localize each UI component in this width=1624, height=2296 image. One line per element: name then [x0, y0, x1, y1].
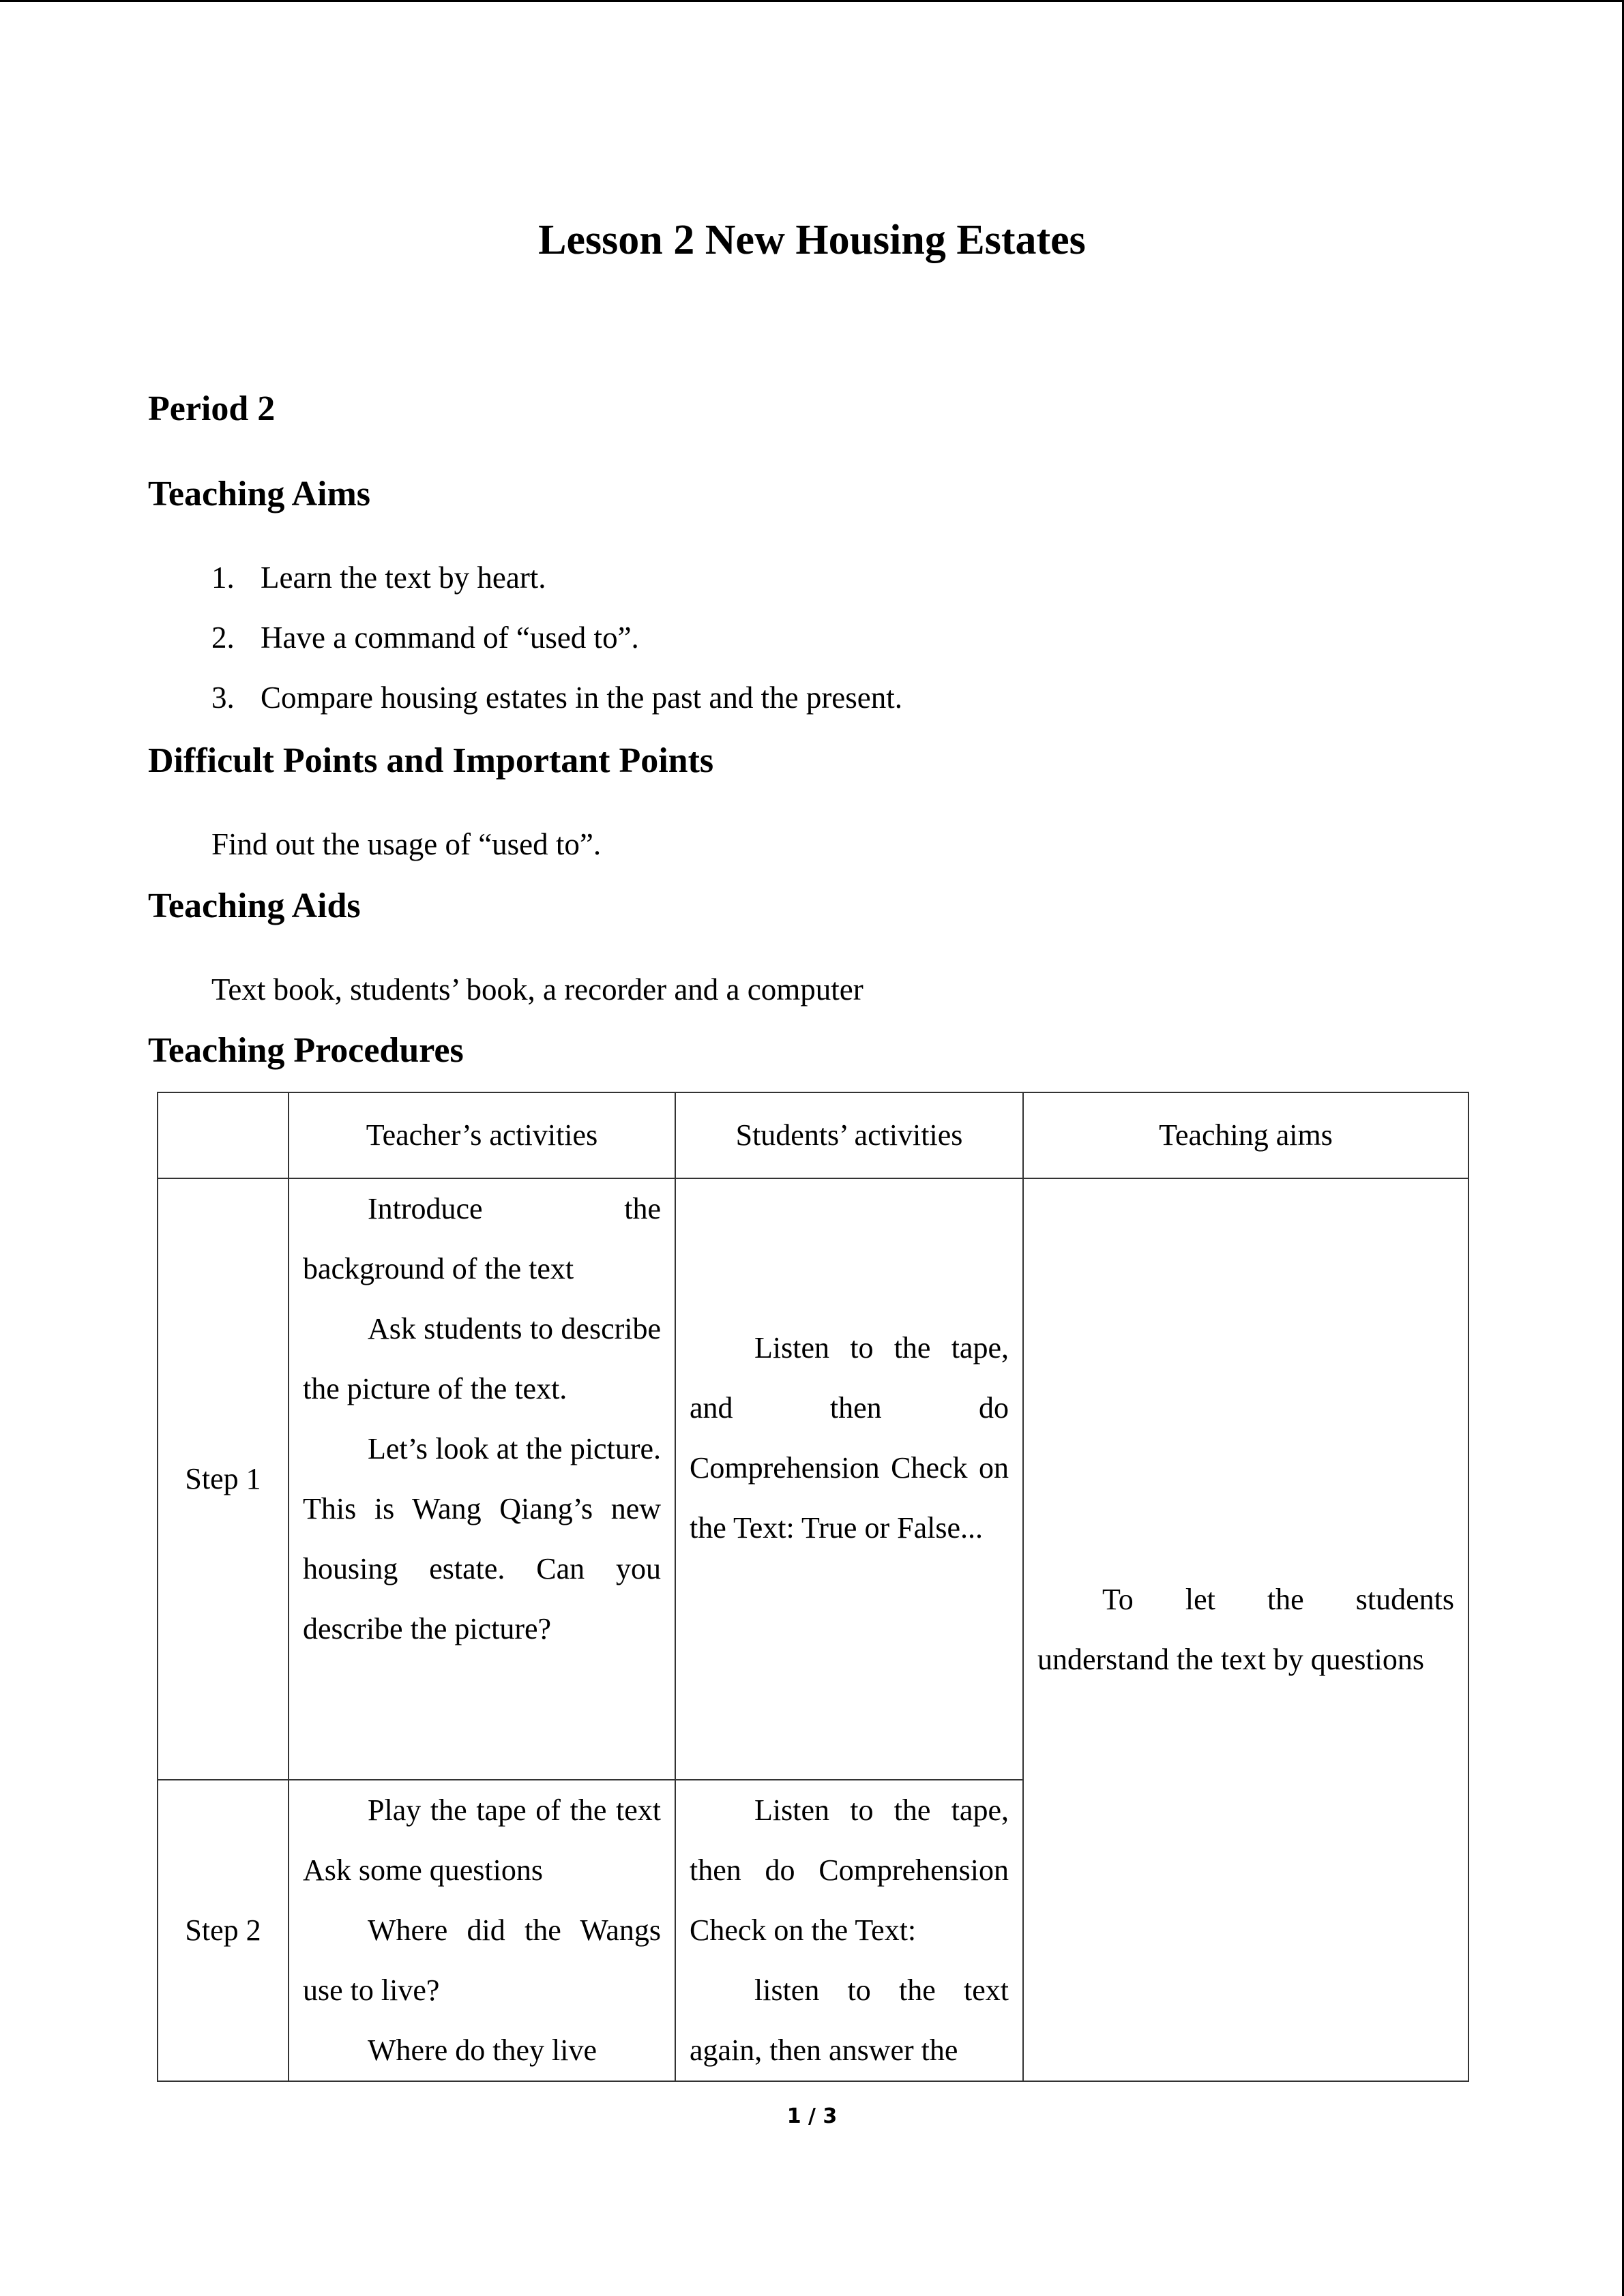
cell-paragraph: Play the tape of the text Ask some questions — [303, 1793, 661, 1887]
cell-paragraph: To let the students understand the text by questions — [1037, 1583, 1454, 1676]
period-heading: Period 2 — [148, 389, 276, 428]
teacher-activities-cell — [289, 1178, 675, 1780]
table-row — [158, 1178, 1468, 1780]
list-number: 1. — [211, 561, 235, 595]
list-text: Compare housing estates in the past and the present. — [261, 681, 903, 715]
table-header-row — [158, 1092, 1468, 1178]
teaching-procedures-heading: Teaching Procedures — [148, 1031, 464, 1070]
page-top-border — [0, 0, 1624, 2]
cell-paragraph: listen to the text again, then answer the — [690, 1973, 1009, 2067]
teaching-aids-text: Text book, students’ book, a recorder and a computer — [211, 972, 863, 1007]
header-cell-empty — [158, 1092, 289, 1178]
students-activities-cell — [675, 1178, 1023, 1780]
difficult-points-heading: Difficult Points and Important Points — [148, 741, 714, 780]
step-label: Step 2 — [158, 1780, 289, 2081]
list-number: 2. — [211, 621, 235, 655]
teaching-aims-cell — [1023, 1178, 1468, 2081]
list-text: Have a command of “used to”. — [261, 621, 639, 655]
page-number: 1 / 3 — [786, 2104, 838, 2128]
header-students-activities: Students’ activities — [675, 1092, 1023, 1178]
cell-paragraph: Listen to the tape, then do Comprehension Check on the Text: — [690, 1793, 1009, 1947]
teaching-aims-heading: Teaching Aims — [148, 475, 371, 513]
aims-list-item — [211, 617, 639, 658]
aims-list-item — [211, 677, 902, 718]
header-teaching-aims: Teaching aims — [1023, 1092, 1468, 1178]
cell-paragraph: Listen to the tape, and then do Comprehension Check on the Text: True or False... — [690, 1331, 1009, 1545]
teacher-activities-cell — [289, 1780, 675, 2081]
teaching-aids-heading: Teaching Aids — [148, 886, 361, 925]
students-activities-cell — [675, 1780, 1023, 2081]
cell-paragraph: Introduce the background of the text — [303, 1192, 661, 1285]
cell-paragraph: Let’s look at the picture. This is Wang Qiang’s new housing estate. Can you describe the picture? — [303, 1432, 661, 1645]
header-teacher-activities: Teacher’s activities — [289, 1092, 675, 1178]
cell-paragraph: Where do they live — [368, 2033, 597, 2067]
difficult-points-text: Find out the usage of “used to”. — [211, 827, 602, 861]
list-text: Learn the text by heart. — [261, 561, 546, 595]
step-label: Step 1 — [158, 1178, 289, 1780]
cell-paragraph: Ask students to describe the picture of the text. — [303, 1312, 661, 1405]
document-title: Lesson 2 New Housing Estates — [538, 217, 1086, 263]
list-number: 3. — [211, 681, 235, 715]
procedures-table — [157, 1092, 1469, 2082]
cell-paragraph: Where did the Wangs use to live? — [303, 1913, 661, 2007]
aims-list-item — [211, 557, 546, 598]
